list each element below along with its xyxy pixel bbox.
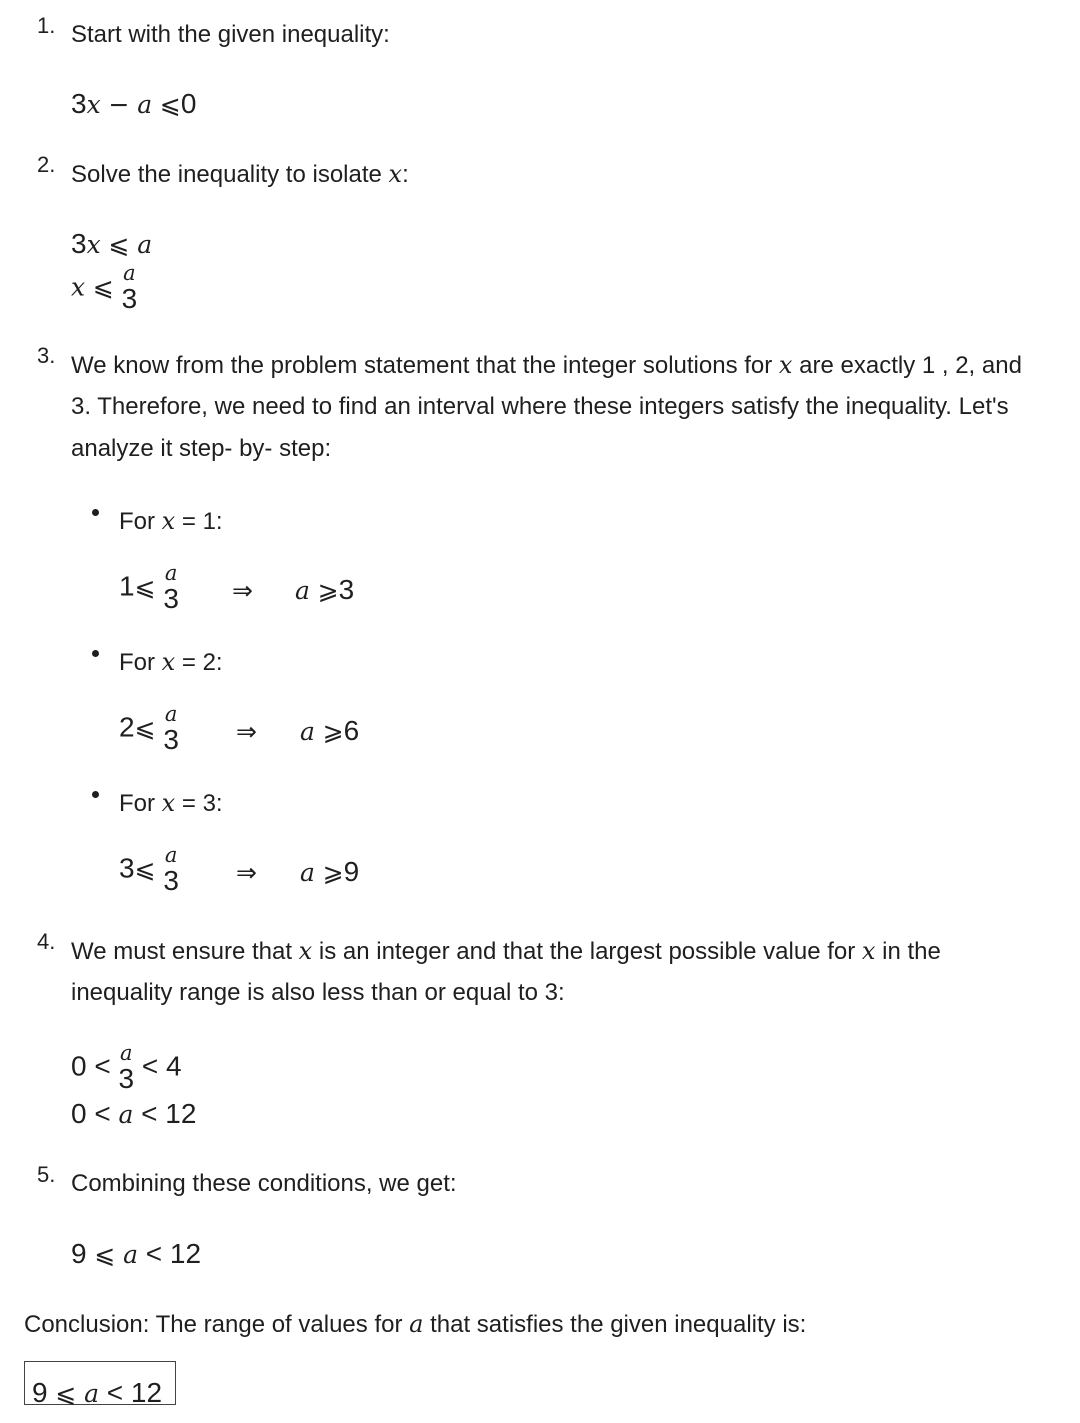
step-text-part: : [402, 161, 409, 188]
step-text [71, 159, 409, 190]
math-line [300, 715, 359, 748]
implies-arrow: ⇒ [236, 717, 257, 746]
math-line [71, 1238, 201, 1271]
math-line [300, 856, 359, 889]
step-number: 2. [37, 152, 56, 177]
math-operator: ⩽ [94, 1240, 116, 1269]
math-line [119, 703, 179, 755]
conclusion-text-part: Conclusion: The range of values for [24, 1311, 403, 1338]
fraction [163, 562, 179, 614]
math-number: 3 [119, 852, 135, 884]
conclusion-text [24, 1309, 806, 1340]
math-variable: x [71, 272, 86, 302]
math-variable: x [388, 160, 403, 188]
math-number: 2 [119, 711, 135, 743]
math-number: 9 [32, 1377, 48, 1408]
math-operator: ⩾ [322, 717, 344, 746]
implies-arrow: ⇒ [232, 576, 253, 605]
fraction-denominator: 3 [163, 865, 179, 896]
step-text-part: We must ensure that [71, 938, 292, 965]
math-variable: x [161, 789, 176, 817]
step-text: Combining these conditions, we get: [71, 1170, 457, 1197]
fraction [163, 703, 179, 755]
math-variable: a [123, 1240, 138, 1269]
math-variable: x [861, 937, 876, 965]
math-line [119, 844, 179, 896]
math-line [295, 574, 354, 607]
math-number: 9 [343, 856, 360, 887]
math-variable: a [118, 1100, 134, 1129]
math-operator: ⩽ [108, 230, 130, 259]
fraction [118, 1042, 134, 1094]
math-variable: a [295, 576, 310, 605]
fraction-numerator: a [123, 261, 136, 285]
step-text [71, 936, 941, 967]
case-text: For [119, 790, 155, 817]
case-text: = 3: [181, 790, 223, 817]
math-variable: x [778, 351, 793, 379]
math-number: 9 [71, 1238, 87, 1269]
math-variable: a [300, 858, 315, 887]
answer-math [32, 1377, 162, 1410]
math-operator: ⩽ [134, 854, 156, 884]
math-variable: x [161, 507, 176, 535]
math-text: < 4 [141, 1050, 182, 1082]
math-number: 6 [343, 715, 360, 746]
math-operator: ⩾ [317, 576, 339, 605]
math-number: 1 [119, 570, 135, 602]
math-line [236, 715, 257, 748]
step-text-part: We know from the problem statement that the integer solutions for [71, 352, 773, 379]
math-number: 3 [71, 228, 87, 259]
math-variable: a [137, 230, 153, 259]
math-line [232, 574, 253, 607]
fraction-numerator: a [164, 702, 178, 726]
bullet-icon [92, 791, 99, 798]
case-label [119, 647, 223, 678]
math-operator: ⩽ [159, 90, 181, 119]
math-line [119, 562, 179, 614]
math-text: 0 < [71, 1098, 111, 1129]
math-line [71, 88, 196, 121]
math-variable: a [137, 90, 153, 119]
step-text: inequality range is also less than or equal to 3: [71, 979, 565, 1006]
step-text-part: in the [882, 938, 941, 965]
fraction-numerator: a [120, 1041, 133, 1065]
math-line [71, 262, 137, 314]
step-text [71, 350, 1022, 381]
case-label [119, 788, 223, 819]
math-operator: ⩾ [322, 858, 344, 887]
step-number: 4. [37, 929, 56, 954]
math-text: < 12 [145, 1238, 202, 1269]
fraction-denominator: 3 [121, 283, 138, 314]
case-text: = 1: [181, 508, 223, 535]
step-number: 5. [37, 1162, 56, 1187]
math-variable: x [161, 648, 176, 676]
step-text: 3. Therefore, we need to find an interval where these integers satisfy the inequality. Let's [71, 393, 1009, 420]
math-variable: a [84, 1379, 99, 1408]
math-operator: ⩽ [55, 1379, 77, 1408]
math-operator: ⩽ [92, 272, 114, 302]
conclusion-text-part: that satisfies the given inequality is: [430, 1311, 807, 1338]
math-variable: a [409, 1310, 424, 1338]
math-line [236, 856, 257, 889]
fraction-denominator: 3 [118, 1063, 135, 1094]
bullet-icon [92, 509, 99, 516]
math-variable: x [86, 90, 101, 119]
fraction [163, 844, 179, 896]
fraction-numerator: a [164, 843, 178, 867]
math-number: 0 [180, 88, 197, 119]
math-text: 0 < [71, 1050, 111, 1082]
case-text: For [119, 649, 155, 676]
fraction-numerator: a [164, 561, 178, 585]
fraction-denominator: 3 [163, 724, 179, 755]
step-text-part: Solve the inequality to isolate [71, 161, 382, 188]
step-text: analyze it step- by- step: [71, 435, 332, 462]
math-text: < 12 [106, 1377, 163, 1408]
step-text-part: is an integer and that the largest possible value for [318, 938, 856, 965]
step-text: Start with the given inequality: [71, 21, 390, 48]
math-line [71, 1042, 182, 1094]
implies-arrow: ⇒ [236, 858, 257, 887]
math-variable: x [86, 230, 101, 259]
math-text: < 12 [141, 1098, 197, 1129]
math-line [71, 1098, 196, 1131]
case-text: For [119, 508, 155, 535]
math-variable: x [298, 937, 313, 965]
math-number: 3 [338, 574, 355, 605]
step-text-part: are exactly 1 , 2, and [799, 352, 1022, 379]
math-line [71, 228, 152, 261]
step-number: 3. [37, 343, 56, 368]
math-operator: − [108, 90, 130, 119]
case-text: = 2: [181, 649, 223, 676]
math-number: 3 [71, 88, 87, 119]
case-label [119, 506, 223, 537]
math-operator: ⩽ [134, 713, 156, 743]
bullet-icon [92, 650, 99, 657]
math-operator: ⩽ [134, 572, 156, 602]
math-variable: a [300, 717, 315, 746]
fraction [122, 262, 138, 314]
step-number: 1. [37, 13, 56, 38]
fraction-denominator: 3 [163, 583, 179, 614]
